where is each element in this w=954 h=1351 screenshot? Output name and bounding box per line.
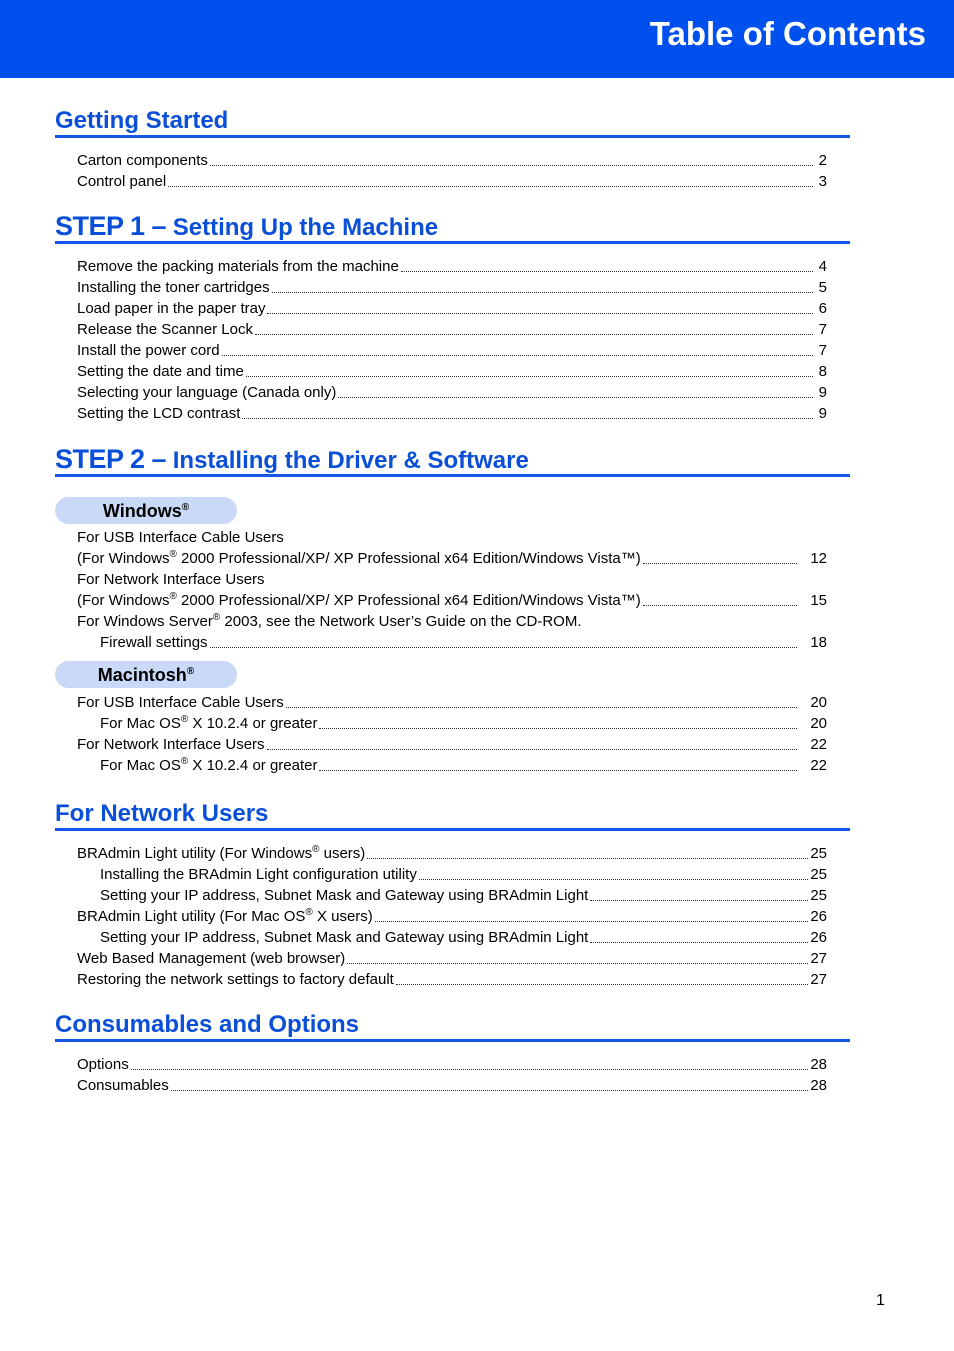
toc-entry[interactable]: BRAdmin Light utility (For Windows® users) 25 [77,844,827,862]
toc-entry[interactable]: Setting the LCD contrast 9 [77,405,827,422]
toc-entry[interactable]: For Network Interface Users 22 [77,736,827,753]
toc-list [55,256,850,424]
step-number: STEP 2 – [55,444,167,474]
section-getting-started [55,106,850,192]
section-heading [55,445,850,477]
toc-entry[interactable]: (For Windows® 2000 Professional/XP/ XP Professional x64 Edition/Windows Vista™) 12 [77,549,827,567]
step-title: Installing the Driver & Software [172,447,529,474]
toc-entry[interactable]: Install the power cord 7 [77,342,827,359]
section-step-1 [55,212,850,424]
step-title: Setting Up the Machine [172,214,439,241]
toc-entry[interactable]: Control panel 3 [77,173,827,190]
toc-entry[interactable]: Firewall settings 18 [100,634,827,651]
toc-list [55,843,850,990]
toc-entry-heading: For USB Interface Cable Users [77,529,284,546]
toc-entry[interactable]: Options 28 [77,1056,827,1073]
section-consumables [55,1010,850,1096]
toc-entry-note: For Windows Server® 2003, see the Network User’s Guide on the CD-ROM. [77,612,582,630]
section-step-2 [55,445,850,776]
section-heading: For Network Users [55,799,850,831]
toc-entry[interactable]: Remove the packing materials from the machine 4 [77,258,827,275]
header-banner [0,0,954,78]
page-number: 1 [876,1292,885,1309]
toc-entry[interactable]: For Mac OS® X 10.2.4 or greater 22 [100,756,827,774]
toc-entry[interactable]: Setting your IP address, Subnet Mask and Gateway using BRAdmin Light 26 [100,929,827,946]
toc-entry[interactable]: Restoring the network settings to factory default 27 [77,971,827,988]
toc-entry[interactable]: Setting the date and time 8 [77,363,827,380]
toc-entry[interactable]: Load paper in the paper tray 6 [77,300,827,317]
toc-entry[interactable]: Selecting your language (Canada only) 9 [77,384,827,401]
toc-entry[interactable]: For Mac OS® X 10.2.4 or greater 20 [100,714,827,732]
windows-badge: Windows® [55,497,237,524]
section-heading: Consumables and Options [55,1010,850,1042]
toc-entry[interactable]: Release the Scanner Lock 7 [77,321,827,338]
toc-entry[interactable]: Consumables 28 [77,1077,827,1094]
page-title: Table of Contents [649,15,926,52]
toc-entry-heading: For Network Interface Users [77,571,265,588]
section-heading [55,212,850,244]
toc-entry[interactable]: Installing the BRAdmin Light configuration utility 25 [100,866,827,883]
macintosh-badge: Macintosh® [55,661,237,688]
toc-entry[interactable]: Setting your IP address, Subnet Mask and Gateway using BRAdmin Light 25 [100,887,827,904]
toc-entry[interactable]: BRAdmin Light utility (For Mac OS® X users) 26 [77,907,827,925]
toc-list-windows [55,527,850,653]
section-heading: Getting Started [55,106,850,138]
toc-entry[interactable]: Carton components 2 [77,152,827,169]
toc-list-mac [55,692,850,776]
step-number: STEP 1 – [55,211,167,241]
toc-entry[interactable]: (For Windows® 2000 Professional/XP/ XP Professional x64 Edition/Windows Vista™) 15 [77,591,827,609]
toc-entry[interactable]: For USB Interface Cable Users 20 [77,694,827,711]
toc-entry[interactable]: Web Based Management (web browser) 27 [77,950,827,967]
toc-list [55,150,850,192]
toc-entry[interactable]: Installing the toner cartridges 5 [77,279,827,296]
section-network-users [55,799,850,990]
toc-list [55,1054,850,1096]
